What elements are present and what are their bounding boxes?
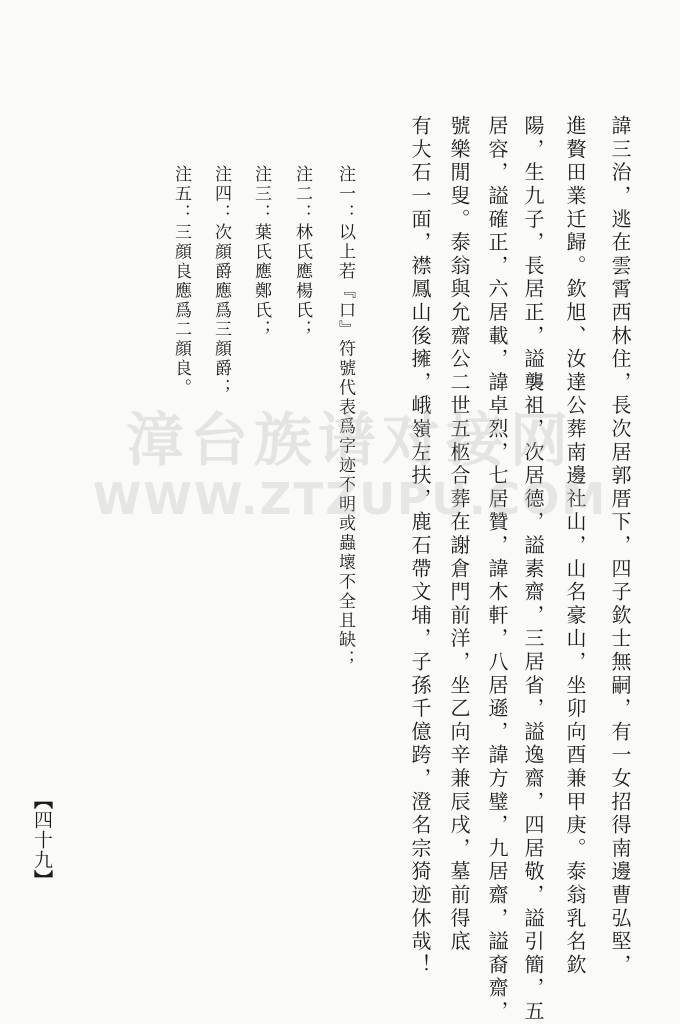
- watermark-chinese: 漳台族谱对接网: [125, 406, 574, 474]
- page-number-close-bracket: 】: [31, 870, 53, 890]
- body-column-5: 號樂閒叟。泰翁與允齋公二世五柩合葬在謝倉門前洋，坐乙向辛兼辰戌，墓前得底: [447, 115, 471, 954]
- note-2: 注二：林氏應楊氏；: [292, 165, 312, 340]
- body-column-3: 陽，生九子，長居正，謚襲祖，次居德，謚素齋，三居省，謚逸齋，四居敬，謚引簡，五: [521, 115, 545, 1024]
- note-3: 注三：葉氏應鄭氏；: [251, 165, 271, 340]
- watermark-url: WWW.ZTZUPU.COM: [92, 474, 608, 525]
- body-column-4: 居容，謚確正，六居載，諱卓烈，七居贊，諱木軒，八居遜，諱方璧，九居齋，謚裔齋，: [485, 115, 509, 1024]
- note-5: 注五：三顔良應爲二顔良。: [171, 165, 191, 398]
- body-column-2: 進贅田業迁歸。欽旭、汝達公葬南邊社山，山名豪山，坐卯向酉兼甲庚。泰翁乳名欽: [563, 115, 587, 978]
- body-column-6: 有大石一面，襟鳳山後擁，峨嶺左扶，鹿石帶文埔，子孫千億跨，澄名宗猗迹休哉！: [408, 115, 432, 978]
- page-number-value: 四十九: [31, 810, 53, 870]
- body-column-1: 諱三治，逃在雲霄西林住，長次居郭厝下，四子欽士無嗣，有一女招得南邊曹弘堅，: [608, 115, 632, 978]
- page-number: [30, 790, 54, 890]
- note-1: 注一：以上若『口』符號代表爲字迹不明或蟲壞不全且缺；: [335, 165, 355, 670]
- page-number-open-bracket: 【: [31, 790, 53, 810]
- note-4: 注四：次顔爵應爲三顔爵；: [211, 165, 231, 398]
